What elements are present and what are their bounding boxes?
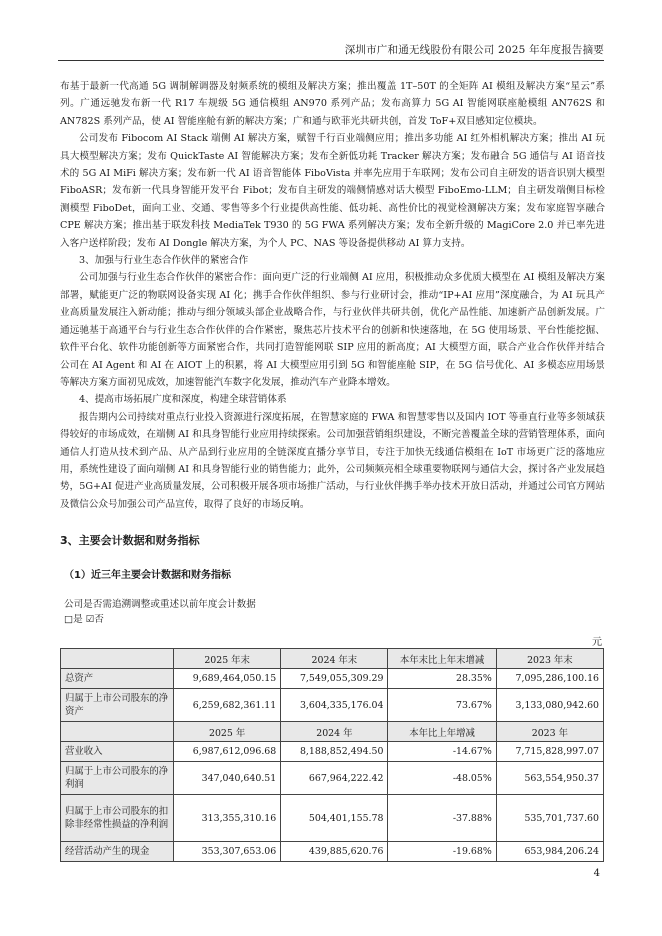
table-header-row [61,649,604,669]
header-cell: 本年末比上年末增减 [388,649,496,669]
table-cell: -19.68% [388,842,496,862]
subsection-heading: （1）近三年主要会计数据和财务指标 [64,570,231,581]
header-cell: 2024 年末 [281,649,388,669]
financial-table [60,648,604,862]
table-cell: 563,554,950.37 [496,762,603,795]
header-cell: 2025 年末 [174,649,281,669]
header-cell: 2025 年 [174,722,281,742]
table-cell: 667,964,222.42 [281,762,388,795]
table-cell: 8,188,852,494.50 [281,742,388,762]
table-cell: -14.67% [388,742,496,762]
paragraph: 公司加强与行业生态合作伙伴的紧密合作：面向更广泛的行业端侧 AI 应用，积极推动众多优质大模型在 AI 模组及解决方案部署，赋能更广泛的物联网设备实现 AI 化；携手合作伙伴组织、参与行业研讨会，推动“IP+AI 应用”深度融合，为 AI 玩具产业高质量发展注入新动能；推动与细分领域头部企业战略合作，与行业伙伴共研共创，优化产品性能、加速新产品创新发展。广通远驰基于高通平台与行业生态合作伙伴的合作紧密，聚焦芯片技术平台的创新和快速落地，在 5G 使用场景、平台性能挖掘、软件平台化、软件功能创新等方面紧密合作，共同打造智能网联 SIP 应用的新高度；AI 大模型方面，联合产业合作伙伴并结合公司在 AI Agent 和 AI 在 AIOT 上的积累，将 AI 大模型应用引到 5G 和智能座舱 SIP，在 5G 信号优化、AI 多模态应用场景等解决方案方面初见成效，加速智能汽车数字化发展，推动汽车产业降本增效。 [60,272,605,388]
table-cell: 313,355,310.16 [174,795,281,842]
paragraph: 公司发布 Fibocom AI Stack 端侧 AI 解决方案，赋智千行百业端侧应用；推出多功能 AI 红外相机解决方案；推出 AI 玩具大模型解决方案；发布 QuickTaste AI 智能解决方案；发布全新低功耗 Tracker 解决方案；发布融合 5G 通信与 AI 语音技术的 5G AI MiFi 解决方案；发布新一代 AI 语音智能体 FiboVista 并率先应用于车联网；发布公司自主研发的语音识别大模型 FiboASR；发布新一代具身智能开发平台 Fibot；发布自主研发的端侧情感对话大模型 FiboEmo-LLM；自主研发端侧目标检测模型 FiboDet，面向工业、交通、零售等多个行业提供高性能、低功耗、高性价比的视觉检测解决方案；发布家庭智享融合 CPE 解决方案；推出基于联发科技 MediaTek T930 的 5G FWA 系列解决方案；发布全新升级的 MagiCore 2.0 并已率先进入客户送样阶段；发布 AI Dongle 解决方案，为个人 PC、NAS 等设备提供移动 AI 算力支持。 [60,133,605,249]
table-row [61,795,604,842]
currency-unit: 元 [592,637,602,648]
table-cell: 9,689,464,050.15 [174,669,281,689]
table-cell: -37.88% [388,795,496,842]
header-cell: 2024 年 [281,722,388,742]
row-label: 总资产 [61,669,174,689]
table-cell: 653,984,206.24 [496,842,603,862]
header-cell: 本年比上年增减 [388,722,496,742]
restate-question: 公司是否需追溯调整或重述以前年度会计数据 [64,599,256,610]
row-label: 经营活动产生的现金 [61,842,174,862]
restate-answer: □是 ☑否 [64,614,104,625]
table-row [61,762,604,795]
table-cell: 7,715,828,997.07 [496,742,603,762]
table-cell: 28.35% [388,669,496,689]
table-row [61,742,604,762]
table-cell: 3,604,335,176.04 [281,689,388,722]
table-cell: 504,401,155.78 [281,795,388,842]
table-cell: 439,885,620.76 [281,842,388,862]
paragraph: 布基于最新一代高通 5G 调制解调器及射频系统的模组及解决方案；推出覆盖 1T–50T 的全矩阵 AI 模组及解决方案“星云”系列。广通远驰发布新一代 R17 车规级 5G 通信模组 AN970 系列产品；发布高算力 5G AI 智能网联座舱模组 AN762S 和 AN782S 系列产品，使 AI 智能座舱有新的解决方案；广和通与欧菲光共研共创，首发 ToF+双目感知定位模块。 [60,81,605,127]
table-cell: 6,987,612,096.68 [174,742,281,762]
report-header-title: 深圳市广和通无线股份有限公司 2025 年年度报告摘要 [344,44,604,56]
header-divider [58,60,604,61]
body-text [60,78,605,513]
header-cell [61,649,174,669]
table-cell: 353,307,653.06 [174,842,281,862]
table-cell: 73.67% [388,689,496,722]
row-label: 营业收入 [61,742,174,762]
header-cell: 2023 年末 [496,649,603,669]
table-cell: 7,549,055,309.29 [281,669,388,689]
table-row [61,669,604,689]
paragraph: 报告期内公司持续对重点行业投入资源进行深度拓展，在智慧家庭的 FWA 和智慧零售以及国内 IOT 等垂直行业等多领域获得较好的市场成效，在端侧 AI 和具身智能行业应用持续探索。公司加强营销组织建设，不断完善覆盖全球的营销管理体系，面向通信人打造从技术到产品、从产品到行业应用的全链深度直播分享节目，专注于加快无线通信模组在 IoT 市场更广泛的落地应用，系统性建设了面向端侧 AI 和具身智能行业的销售能力；此外，公司频频亮相全球重要物联网与通信大会，探讨各产业发展趋势，5G+AI 促进产业高质量发展，公司积极开展各项市场推广活动，与行业伙伴携手举办技术开放日活动，并通过公司官方网站及微信公众号加强公司产品宣传，取得了良好的市场反响。 [60,411,605,510]
table-cell: 7,095,286,100.16 [496,669,603,689]
table-cell: 347,040,640.51 [174,762,281,795]
row-label: 归属于上市公司股东的净资产 [61,689,174,722]
table-row [61,689,604,722]
row-label: 归属于上市公司股东的净利润 [61,762,174,795]
header-cell [61,722,174,742]
table-cell: -48.05% [388,762,496,795]
table-cell: 535,701,737.60 [496,795,603,842]
subheading: 4、提高市场拓展广度和深度，构建全球营销体系 [79,394,287,406]
table-row [61,842,604,862]
section-heading: 3、主要会计数据和财务指标 [60,534,200,547]
table-cell: 3,133,080,942.60 [496,689,603,722]
table-header-row [61,722,604,742]
table-cell: 6,259,682,361.11 [174,689,281,722]
page-number: 4 [593,868,600,879]
subheading: 3、加强与行业生态合作伙伴的紧密合作 [79,255,249,267]
row-label: 归属于上市公司股东的扣除非经常性损益的净利润 [61,795,174,842]
header-cell: 2023 年 [496,722,603,742]
